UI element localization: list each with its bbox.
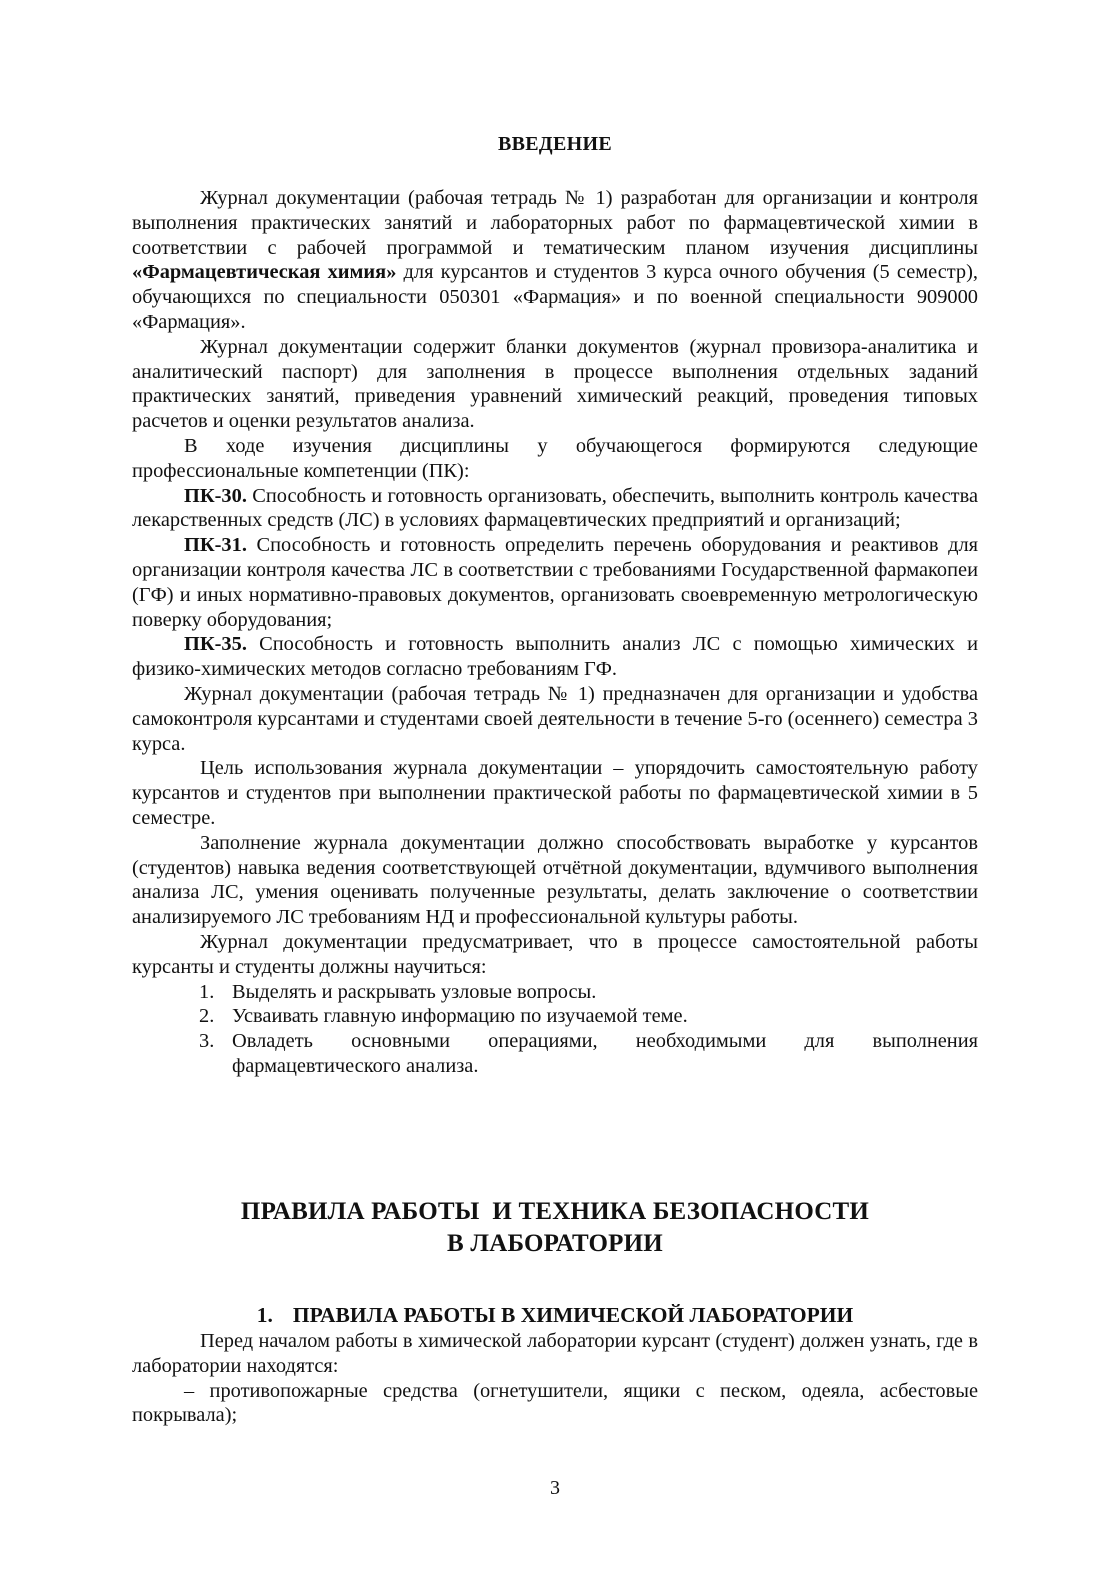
intro-p1-text: Журнал документации (рабочая тетрадь № 1) разработан для организации и контроля выполнения практических занятий и лабораторных работ по фармацевтической химии в соответствии с рабочей программой и тематическим планом изучения дисциплины: [132, 187, 978, 259]
intro-paragraph: Журнал документации (рабочая тетрадь № 1) предназначен для организации и удобства самоконтроля курсантами и студентами своей деятельности в течение 5-го (осеннего) семестра 3 курса.: [132, 682, 978, 755]
intro-heading: ВВЕДЕНИЕ: [498, 133, 612, 155]
page-number: 3: [550, 1477, 560, 1499]
competency-code: ПК-30.: [184, 484, 247, 507]
competency-item: [132, 484, 978, 534]
competency-text: Способность и готовность определить перечень оборудования и реактивов для организации контроля качества ЛС в соответствии с требованиями Государственной фармакопеи (ГФ) и иных нормативно-правовых документов, организовать своевременную метрологическую поверку оборудования;: [132, 534, 978, 631]
skills-list: [132, 980, 978, 1079]
rules-list-item: – противопожарные средства (огнетушители, ящики с песком, одеяла, асбестовые покрывала);: [132, 1379, 978, 1427]
section-number: 1.: [256, 1303, 273, 1327]
section-title: ПРАВИЛА РАБОТЫ В ХИМИЧЕСКОЙ ЛАБОРАТОРИИ: [292, 1303, 854, 1327]
rules-heading-line: В ЛАБОРАТОРИИ: [447, 1230, 663, 1257]
list-item-text: Выделять и раскрывать узловые вопросы.: [232, 980, 597, 1003]
intro-body: [132, 186, 978, 1079]
list-item: [132, 980, 978, 1005]
intro-paragraph: [132, 186, 978, 335]
rules-body: [132, 1329, 978, 1428]
document-page: [132, 0, 978, 1584]
discipline-name: «Фармацевтическая химия»: [132, 261, 397, 284]
list-item-number: 1.: [199, 980, 215, 1003]
intro-paragraph: Цель использования журнала документации – упорядочить самостоятельную работу курсантов и студентов при выполнении практической работы по фармацевтической химии в 5 семестре.: [132, 757, 978, 829]
list-item-text: Усваивать главную информацию по изучаемой теме.: [232, 1005, 688, 1028]
rules-paragraph: Перед началом работы в химической лаборатории курсант (студент) должен узнать, где в лаборатории находятся:: [132, 1330, 978, 1377]
competency-code: ПК-35.: [184, 633, 247, 656]
intro-p1-text-end: для курсантов и студентов 3 курса очного обучения (5 семестр), обучающихся по специальности 050301 «Фармация» и по военной специальности 909000 «Фармация».: [132, 261, 978, 333]
intro-paragraph: Журнал документации предусматривает, что в процессе самостоятельной работы курсанты и студенты должны научиться:: [132, 930, 978, 978]
list-item: [132, 1029, 978, 1079]
intro-paragraph: Заполнение журнала документации должно способствовать выработке у курсантов (студентов) навыка ведения соответствующей отчётной документации, вдумчивого выполнения анализа ЛС, умения оценивать полученные результаты, делать заключение о соответствии анализируемого ЛС требованиям НД и профессиональной культуры работы.: [132, 831, 978, 929]
list-item: [132, 1004, 978, 1029]
competency-text: Способность и готовность организовать, обеспечить, выполнить контроль качества лекарственных средств (ЛС) в условиях фармацевтических предприятий и организаций;: [132, 484, 978, 532]
intro-paragraph: Журнал документации содержит бланки документов (журнал провизора-аналитика и аналитический паспорт) для заполнения в процессе выполнения отдельных заданий практических занятий, приведения уравнений химический реакций, проведения типовых расчетов и оценки результатов анализа.: [132, 335, 978, 433]
competency-text: Способность и готовность выполнить анализ ЛС с помощью химических и физико-химических методов согласно требованиям ГФ.: [132, 633, 978, 681]
competency-code: ПК-31.: [184, 534, 247, 557]
intro-paragraph: В ходе изучения дисциплины у обучающегося формируются следующие профессиональные компетенции (ПК):: [132, 434, 978, 482]
section-heading: [132, 1302, 978, 1328]
rules-heading: [132, 1196, 978, 1260]
competency-item: [132, 533, 978, 632]
list-item-number: 2.: [199, 1005, 215, 1028]
competency-item: [132, 632, 978, 682]
list-item-number: 3.: [199, 1030, 215, 1053]
list-item-text: Овладеть основными операциями, необходимыми для выполнения фармацевтического анализа.: [232, 1030, 978, 1077]
rules-heading-line: ПРАВИЛА РАБОТЫ И ТЕХНИКА БЕЗОПАСНОСТИ: [240, 1198, 870, 1225]
